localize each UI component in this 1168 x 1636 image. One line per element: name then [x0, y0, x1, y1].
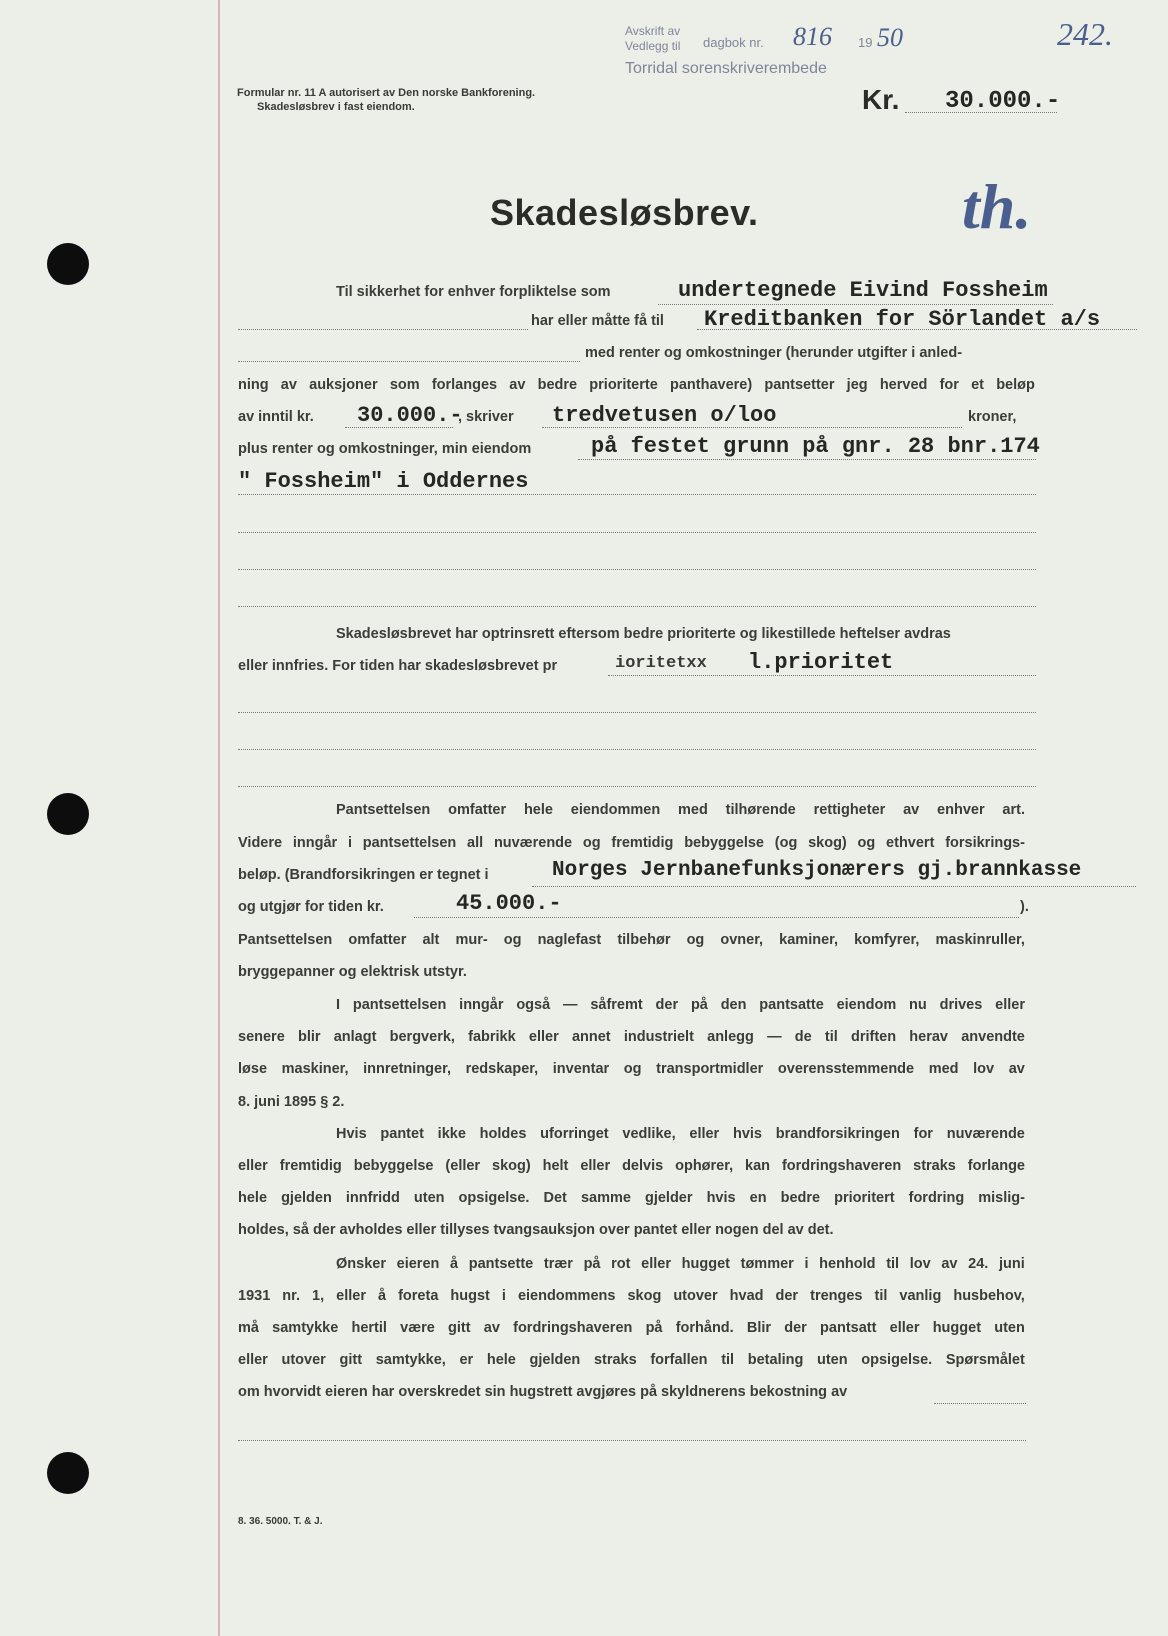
- word: av: [280, 377, 297, 393]
- word: pantsetter: [764, 377, 835, 393]
- word: 1,: [312, 1288, 325, 1304]
- s1-line3: med renter og omkostninger (herunder utgifter i anled-: [585, 345, 963, 361]
- word: forfallen: [650, 1352, 708, 1368]
- word: også: [516, 997, 551, 1013]
- word: et: [971, 377, 984, 393]
- s3-line2: [238, 835, 1025, 851]
- word: betaling: [747, 1352, 804, 1368]
- word: samtykke: [272, 1320, 339, 1336]
- word: art.: [1002, 802, 1025, 818]
- word: såfremt: [590, 997, 643, 1013]
- word: Pantsettelsen: [336, 802, 431, 818]
- s4-line3: [238, 1061, 1025, 1077]
- word: bebyggelse: [353, 1158, 434, 1174]
- word: ning: [238, 377, 269, 393]
- word: komfyrer,: [854, 932, 920, 948]
- word: rot: [611, 1256, 631, 1272]
- word: foreta: [398, 1288, 439, 1304]
- word: bergverk,: [389, 1029, 455, 1045]
- word: på: [690, 997, 708, 1013]
- s4-line4: 8. juni 1895 § 2.: [238, 1094, 345, 1110]
- word: nuværende: [493, 835, 573, 851]
- document-title: Skadesløsbrev.: [490, 192, 759, 233]
- word: hvis: [706, 1190, 736, 1206]
- word: uforringet: [540, 1126, 609, 1142]
- word: 1931: [238, 1288, 271, 1304]
- word: nu: [909, 997, 927, 1013]
- dagbok-number: 816: [793, 22, 832, 51]
- word: —: [767, 1029, 782, 1045]
- s1-line4: [238, 377, 1035, 393]
- word: henhold: [819, 1256, 876, 1272]
- word: forlanges: [431, 377, 498, 393]
- word: og: [503, 932, 522, 948]
- word: omfatter: [448, 802, 507, 818]
- word: I: [336, 997, 341, 1013]
- word: utover: [673, 1288, 718, 1304]
- word: innretninger,: [363, 1061, 451, 1077]
- word: hele: [486, 1352, 516, 1368]
- word: til: [721, 1352, 735, 1368]
- word: hvad: [729, 1288, 764, 1304]
- stamp-year-prefix: 19: [858, 35, 873, 50]
- word: Ønsker: [336, 1256, 386, 1272]
- word: i: [804, 1256, 809, 1272]
- word: eieren: [396, 1256, 440, 1272]
- s5-line2: [238, 1158, 1025, 1174]
- struck-text: ioritetxx: [615, 654, 707, 673]
- word: enhver: [937, 802, 985, 818]
- word: bedre: [780, 1190, 821, 1206]
- word: eller: [528, 1029, 559, 1045]
- word: inventar: [552, 1061, 610, 1077]
- word: gitt: [339, 1352, 363, 1368]
- word: gjelden: [281, 1190, 332, 1206]
- word: for: [913, 1126, 933, 1142]
- word: løse: [238, 1061, 268, 1077]
- word: nuværende: [946, 1126, 1025, 1142]
- word: gitt: [448, 1320, 471, 1336]
- word: (og: [774, 835, 798, 851]
- word: uten: [994, 1320, 1025, 1336]
- creditor-name: Kreditbanken for Sörlandet a/s: [704, 307, 1101, 332]
- word: trær: [543, 1256, 573, 1272]
- word: eiendommen: [570, 802, 661, 818]
- s2-line2: eller innfries. For tiden har skadesløsbrevet pr: [238, 658, 558, 674]
- word: ethvert: [886, 835, 935, 851]
- word: prioritert: [834, 1190, 895, 1206]
- word: Blir: [746, 1320, 772, 1336]
- s5-line1: [336, 1126, 1025, 1142]
- word: av: [1008, 1061, 1025, 1077]
- word: herav: [909, 1029, 948, 1045]
- word: eller: [889, 1320, 920, 1336]
- word: utover: [281, 1352, 326, 1368]
- word: trenges: [810, 1288, 863, 1304]
- s6-line3: [238, 1320, 1025, 1336]
- s1-line1: Til sikkerhet for enhver forpliktelse som: [336, 284, 611, 300]
- word: pantsette: [468, 1256, 534, 1272]
- s2-line1: Skadesløsbrevet har optrinsrett eftersom bedre prioriterte og likestillede heftelser avdras: [336, 626, 951, 642]
- s1-line2: har eller måtte få til: [531, 313, 664, 329]
- red-margin-line: [218, 0, 220, 1636]
- word: bedre: [537, 377, 578, 393]
- word: uten: [817, 1352, 848, 1368]
- word: anlagt: [333, 1029, 377, 1045]
- insurer-name: Norges Jernbanefunksjonærers gj.brannkasse: [552, 859, 1082, 882]
- word: av: [509, 377, 526, 393]
- word: tømmer: [740, 1256, 794, 1272]
- word: rettigheter: [813, 802, 886, 818]
- punch-hole-top: [47, 243, 89, 285]
- word: pantsatte: [759, 997, 824, 1013]
- word: omfatter: [348, 932, 407, 948]
- word: eller: [580, 1158, 611, 1174]
- word: og: [857, 835, 876, 851]
- word: pantsettelsen: [352, 997, 447, 1013]
- word: maskinruller,: [935, 932, 1025, 948]
- word: med: [678, 802, 708, 818]
- word: i: [347, 835, 352, 851]
- word: beløp: [996, 377, 1035, 393]
- word: fordringshaveren: [513, 1320, 633, 1336]
- stamp-avskrift: Avskrift av: [625, 24, 681, 38]
- word: alt: [422, 932, 440, 948]
- word: eiendom: [836, 997, 897, 1013]
- word: med: [928, 1061, 959, 1077]
- word: straks: [913, 1158, 956, 1174]
- word: der: [784, 1320, 807, 1336]
- word: til: [886, 1256, 900, 1272]
- word: fabrikk: [468, 1029, 516, 1045]
- s1-line5-mid: , skriver: [458, 409, 514, 425]
- word: de: [794, 1029, 812, 1045]
- word: fremtidig: [611, 835, 674, 851]
- word: husbehov,: [953, 1288, 1025, 1304]
- word: inngår: [459, 997, 504, 1013]
- word: industrielt: [623, 1029, 694, 1045]
- word: 24.: [968, 1256, 989, 1272]
- word: nr.: [282, 1288, 301, 1304]
- word: prioriterte: [589, 377, 658, 393]
- s6-line1: [336, 1256, 1025, 1272]
- priority: l.prioritet: [748, 650, 894, 675]
- word: Pantsettelsen: [238, 932, 333, 948]
- word: samme: [580, 1190, 631, 1206]
- word: på: [583, 1256, 601, 1272]
- word: kaminer,: [779, 932, 839, 948]
- word: skog: [627, 1288, 662, 1304]
- word: herved: [879, 377, 928, 393]
- word: transportmidler: [656, 1061, 764, 1077]
- word: eiendommens: [517, 1288, 616, 1304]
- word: hertil: [351, 1320, 387, 1336]
- word: ikke: [437, 1126, 466, 1142]
- word: tilbehør: [617, 932, 671, 948]
- s5-line4: holdes, så der avholdes eller tillyses tvangsauksjon over pantet eller nogen del av det.: [238, 1222, 834, 1238]
- word: helt: [542, 1158, 569, 1174]
- word: der: [775, 1288, 799, 1304]
- word: jeg: [846, 377, 868, 393]
- word: fordring: [908, 1190, 965, 1206]
- word: hele: [238, 1190, 268, 1206]
- stamp-vedlegg: Vedlegg til: [625, 39, 681, 53]
- s6-line4: [238, 1352, 1025, 1368]
- stamp-dagbok: dagbok nr.: [703, 35, 764, 50]
- word: maskiner,: [281, 1061, 349, 1077]
- word: hugget: [932, 1320, 982, 1336]
- word: —: [562, 997, 578, 1013]
- word: av: [903, 802, 920, 818]
- s1-line5-prefix: av inntil kr.: [238, 409, 314, 425]
- amount-in-words: tredvetusen o/loo: [552, 403, 777, 428]
- word: mur-: [455, 932, 488, 948]
- page-number: 242.: [1057, 16, 1113, 52]
- word: på: [645, 1320, 663, 1336]
- word: der: [655, 997, 679, 1013]
- debtor-name: undertegnede Eivind Fossheim: [678, 278, 1048, 303]
- word: anlegg: [707, 1029, 754, 1045]
- word: gjelder: [644, 1190, 693, 1206]
- word: delvis: [622, 1158, 664, 1174]
- word: vanlig: [899, 1288, 942, 1304]
- word: å: [378, 1288, 387, 1304]
- word: drives: [939, 997, 983, 1013]
- word: lov: [973, 1061, 995, 1077]
- word: fordringshaveren: [781, 1158, 902, 1174]
- print-code: 8. 36. 5000. T. & J.: [238, 1516, 323, 1527]
- word: av: [941, 1256, 958, 1272]
- s3-line4: og utgjør for tiden kr.: [238, 899, 384, 915]
- word: Spørsmålet: [945, 1352, 1025, 1368]
- word: naglefast: [537, 932, 602, 948]
- word: og: [623, 1061, 642, 1077]
- word: Videre: [238, 835, 283, 851]
- s6-line5: om hvorvidt eieren har overskredet sin hugstrett avgjøres på skyldnerens bekostning av: [238, 1384, 848, 1400]
- word: av: [483, 1320, 500, 1336]
- s4-line1: [336, 997, 1025, 1013]
- word: hvis: [732, 1126, 762, 1142]
- word: samtykke,: [375, 1352, 446, 1368]
- pledge-amount: 30.000.-: [357, 403, 463, 428]
- word: Hvis: [336, 1126, 367, 1142]
- word: opsigelse.: [458, 1190, 530, 1206]
- s6-line2: [238, 1288, 1025, 1304]
- word: til: [824, 1029, 838, 1045]
- word: innfridd: [345, 1190, 400, 1206]
- s3-line5: [238, 932, 1025, 948]
- word: pantsettelsen: [362, 835, 457, 851]
- s3-line3: beløp. (Brandforsikringen er tegnet i: [238, 867, 489, 883]
- word: brandforsikringen: [775, 1126, 900, 1142]
- word: eller: [238, 1158, 268, 1174]
- word: å: [450, 1256, 459, 1272]
- word: pantsatt: [820, 1320, 877, 1336]
- word: mislig-: [978, 1190, 1025, 1206]
- insured-amount: 45.000.-: [456, 891, 562, 916]
- word: til: [874, 1288, 888, 1304]
- word: forhånd.: [675, 1320, 734, 1336]
- property-line-2: " Fossheim" i Oddernes: [238, 469, 529, 494]
- word: juni: [998, 1256, 1025, 1272]
- word: som: [389, 377, 420, 393]
- word: inngår: [292, 835, 338, 851]
- initials-signature: th.: [962, 171, 1032, 242]
- word: annet: [571, 1029, 611, 1045]
- s1-line6: plus renter og omkostninger, min eiendom: [238, 441, 532, 457]
- word: hele: [523, 802, 553, 818]
- word: ovner,: [720, 932, 764, 948]
- word: kan: [745, 1158, 771, 1174]
- word: driften: [850, 1029, 897, 1045]
- word: panthavere): [669, 377, 753, 393]
- s1-line5-suffix: kroner,: [968, 409, 1017, 425]
- word: hugget: [681, 1256, 730, 1272]
- word: bebyggelse: [684, 835, 764, 851]
- word: eller: [995, 997, 1025, 1013]
- word: uten: [413, 1190, 445, 1206]
- word: skog): [808, 835, 847, 851]
- s3-line4-close: ).: [1020, 899, 1029, 915]
- s3-line1: [336, 802, 1025, 818]
- punch-hole-middle: [47, 793, 89, 835]
- s4-line2: [238, 1029, 1025, 1045]
- word: eller: [238, 1352, 268, 1368]
- word: vedlike,: [622, 1126, 676, 1142]
- word: all: [467, 835, 484, 851]
- word: fremtidig: [279, 1158, 342, 1174]
- stamp-court: Torridal sorenskriverembede: [625, 60, 827, 77]
- amount-label: Kr.: [862, 84, 900, 115]
- word: for: [939, 377, 959, 393]
- word: skog): [492, 1158, 531, 1174]
- word: må: [238, 1320, 259, 1336]
- word: gjelden: [529, 1352, 581, 1368]
- word: Det: [543, 1190, 567, 1206]
- property-line-1: på festet grunn på gnr. 28 bnr.174: [591, 434, 1040, 459]
- word: straks: [593, 1352, 637, 1368]
- word: og: [582, 835, 601, 851]
- year: 50: [877, 23, 903, 52]
- word: er: [459, 1352, 474, 1368]
- word: (eller: [445, 1158, 481, 1174]
- word: anvendte: [961, 1029, 1025, 1045]
- word: i: [501, 1288, 506, 1304]
- word: holdes: [479, 1126, 527, 1142]
- word: pantet: [380, 1126, 424, 1142]
- word: lov: [909, 1256, 931, 1272]
- word: forsikrings-: [945, 835, 1025, 851]
- s5-line3: [238, 1190, 1025, 1206]
- word: blir: [297, 1029, 321, 1045]
- word: og: [686, 932, 705, 948]
- amount-value: 30.000.-: [945, 88, 1061, 115]
- word: eller: [689, 1126, 720, 1142]
- word: en: [749, 1190, 767, 1206]
- form-line-1: Formular nr. 11 A autorisert av Den norske Bankforening.: [237, 87, 536, 99]
- word: overensstemmende: [777, 1061, 915, 1077]
- word: hugst: [450, 1288, 490, 1304]
- word: forlange: [967, 1158, 1025, 1174]
- s3-line6: bryggepanner og elektrisk utstyr.: [238, 964, 467, 980]
- word: den: [720, 997, 747, 1013]
- punch-hole-bottom: [47, 1452, 89, 1494]
- word: senere: [238, 1029, 285, 1045]
- word: opsigelse.: [861, 1352, 933, 1368]
- word: tilhørende: [725, 802, 796, 818]
- word: auksjoner: [309, 377, 378, 393]
- form-line-2: Skadesløsbrev i fast eiendom.: [257, 101, 415, 113]
- word: ophører,: [675, 1158, 734, 1174]
- word: være: [400, 1320, 435, 1336]
- word: eller: [336, 1288, 366, 1304]
- word: eller: [641, 1256, 671, 1272]
- word: redskaper,: [465, 1061, 539, 1077]
